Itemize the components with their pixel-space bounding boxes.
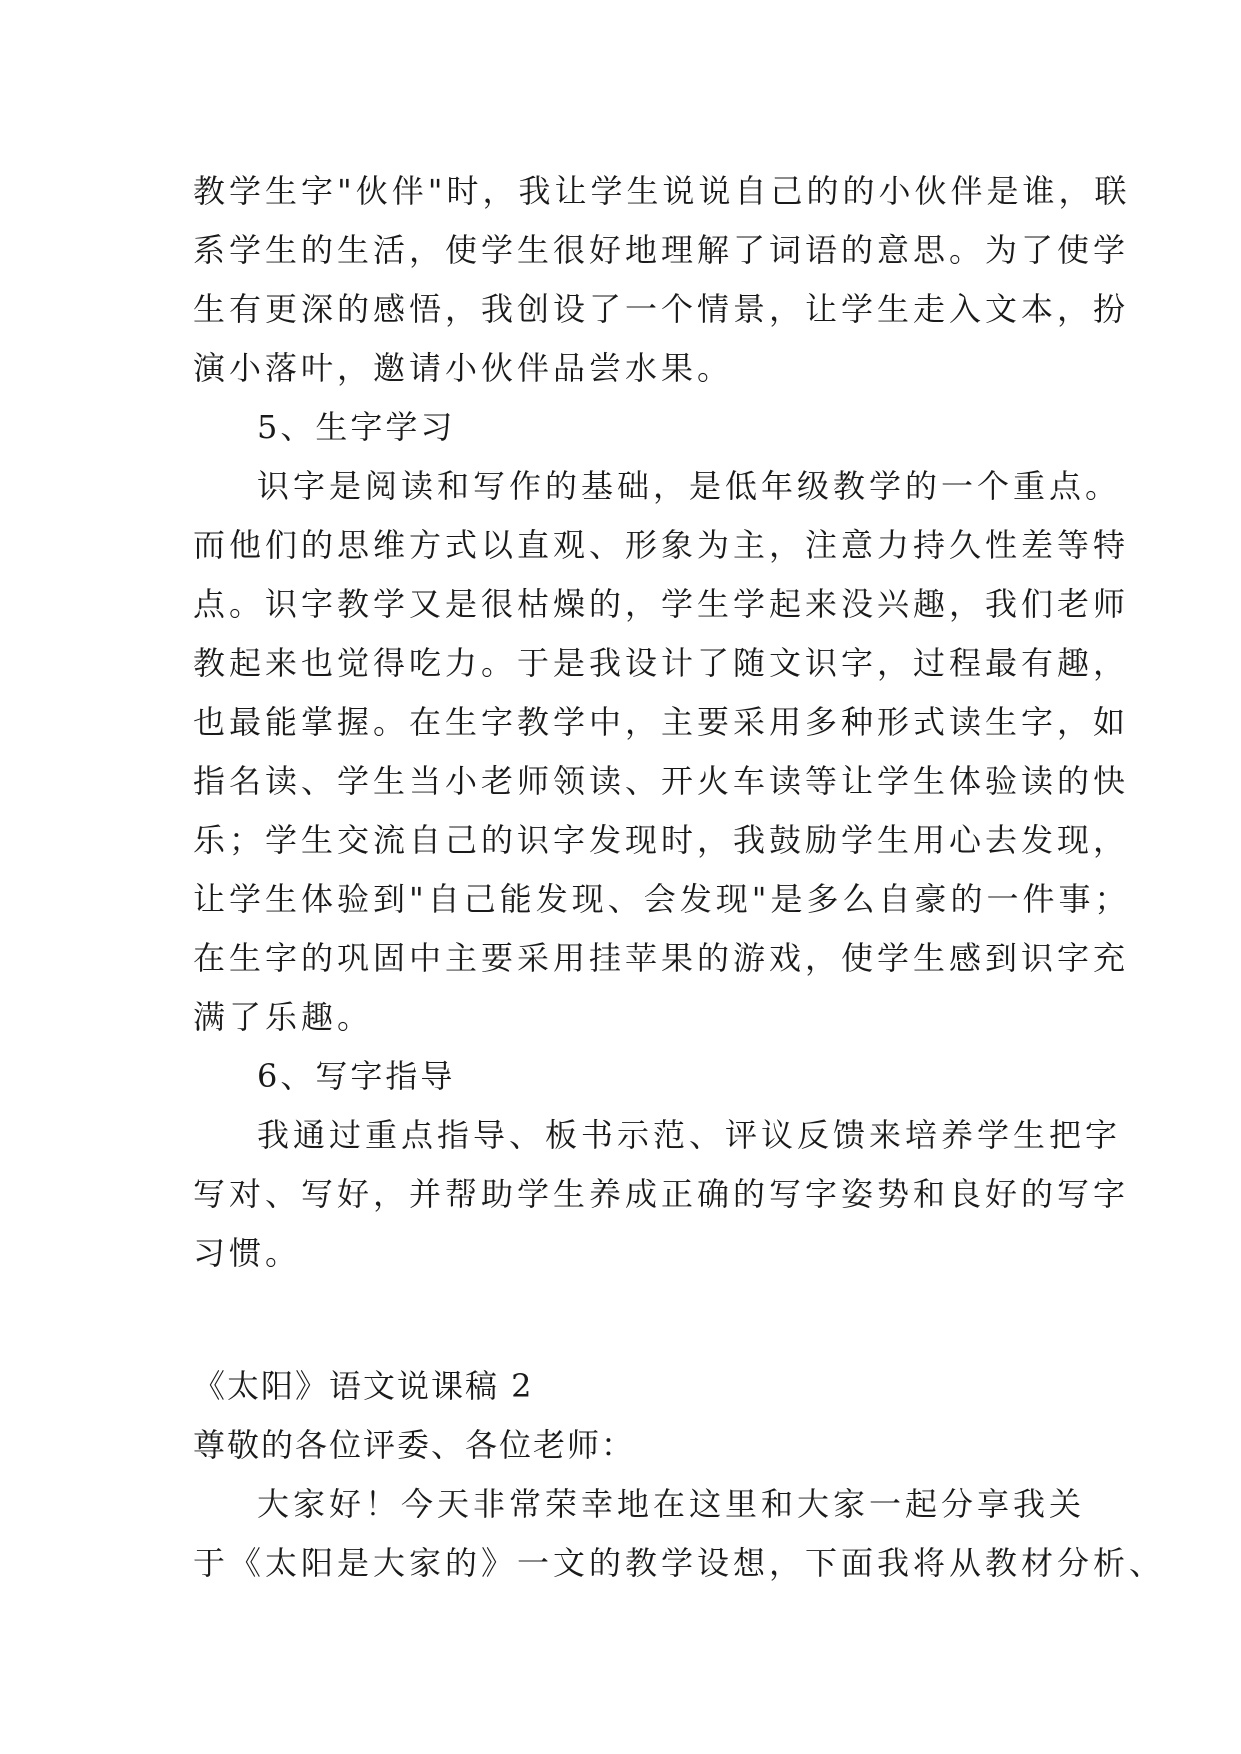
text-line: 在生字的巩固中主要采用挂苹果的游戏，使学生感到识字充 [193,939,1130,977]
paragraph-2 [193,457,1131,1047]
text-line: 满了乐趣。 [193,998,374,1036]
text-line: 演小落叶，邀请小伙伴品尝水果。 [193,349,734,387]
salutation: 尊敬的各位评委、各位老师： [193,1426,636,1464]
text-line: 大家好！今天非常荣幸地在这里和大家一起分享我关 [257,1485,1086,1523]
text-line: 教学生字"伙伴"时，我让学生说说自己的的小伙伴是谁，联 [193,172,1131,210]
text-line: 教起来也觉得吃力。于是我设计了随文识字，过程最有趣， [193,644,1130,682]
text-line: 生有更深的感悟，我创设了一个情景，让学生走入文本，扮 [193,290,1130,328]
paragraph-4 [193,1475,1166,1593]
text-line: 我通过重点指导、板书示范、评议反馈来培养学生把字 [257,1116,1122,1154]
text-line: 让学生体验到"自己能发现、会发现"是多么自豪的一件事； [193,880,1131,918]
text-line: 乐；学生交流自己的识字发现时，我鼓励学生用心去发现， [193,821,1130,859]
text-line: 写对、写好，并帮助学生养成正确的写字姿势和良好的写字 [193,1175,1130,1213]
paragraph-3 [193,1106,1130,1283]
text-line: 于《太阳是大家的》一文的教学设想，下面我将从教材分析、 [193,1544,1166,1582]
text-line: 而他们的思维方式以直观、形象为主，注意力持久性差等特 [193,526,1130,564]
section-gap [193,1283,1053,1357]
text-line: 习惯。 [193,1234,302,1272]
text-line: 指名读、学生当小老师领读、开火车读等让学生体验读的快 [193,762,1130,800]
section-heading-6: 6、写字指导 [257,1057,456,1095]
paragraph-1 [193,162,1131,398]
text-line: 也最能掌握。在生字教学中，主要采用多种形式读生字，如 [193,703,1130,741]
document-body [193,162,1166,1593]
section-heading-5: 5、生字学习 [257,408,456,446]
text-line: 点。识字教学又是很枯燥的，学生学起来没兴趣，我们老师 [193,585,1130,623]
text-line: 识字是阅读和写作的基础，是低年级教学的一个重点。 [257,467,1122,505]
text-line: 系学生的生活，使学生很好地理解了词语的意思。为了使学 [193,231,1130,269]
section-title: 《太阳》语文说课稿 2 [193,1367,534,1405]
